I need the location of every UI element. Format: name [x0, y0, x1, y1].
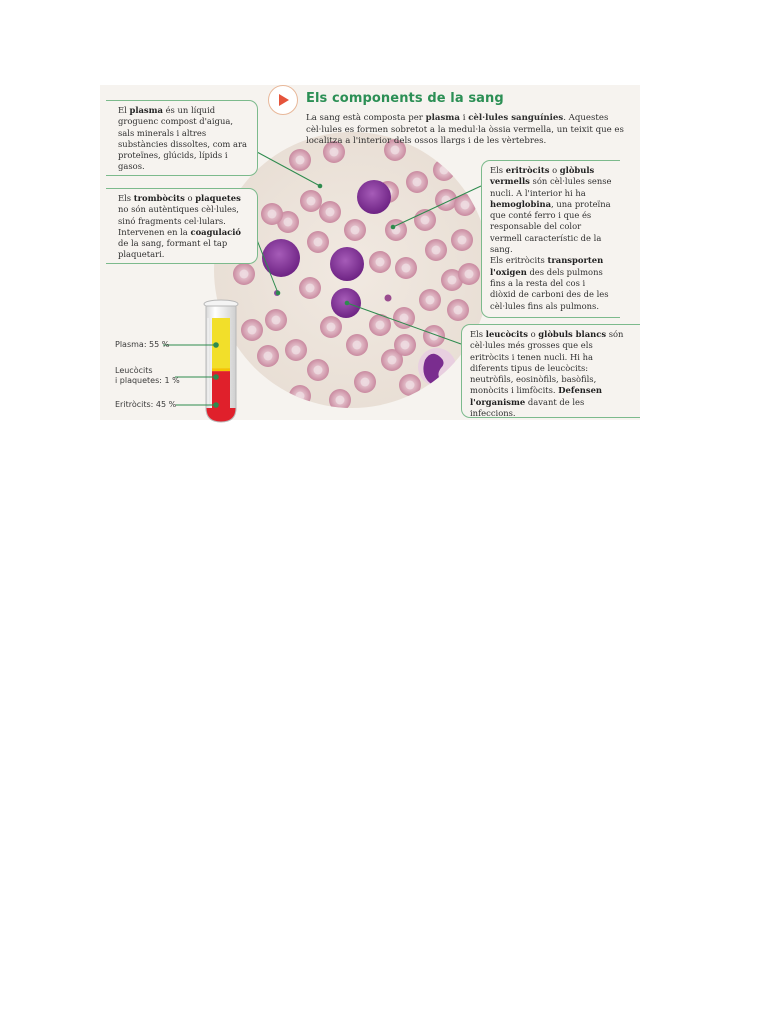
- red-blood-cell: [458, 263, 480, 285]
- red-blood-cell: [393, 307, 415, 329]
- red-blood-cell: [299, 277, 321, 299]
- neutrophil-cell: [418, 348, 456, 386]
- red-blood-cell: [447, 299, 469, 321]
- red-blood-cell: [265, 309, 287, 331]
- red-blood-cell: [320, 316, 342, 338]
- red-blood-cell: [285, 339, 307, 361]
- intro-paragraph: La sang està composta per plasma i cèl·lules sanguínies. Aquestes cèl·lules es formen sobretot a la medul·la òssia vermella, un teixit que es localitza a l'interior dels ossos llargs i de les vèrtebres.: [306, 113, 624, 147]
- red-blood-cell: [423, 325, 445, 347]
- erythrocytes-callout: Els eritròcits o glòbuls vermells són cèl·lules sense nucli. A l'interior hi ha hemoglobina, una proteïna que conté ferro i que és responsable del color vermell característic de la sang. Els eritròcits transporten l'oxigen des dels pulmons fins a la resta del cos i diòxid de carboni des de les cèl·lules fins als pulmons.: [481, 160, 620, 318]
- red-blood-cell: [257, 345, 279, 367]
- red-blood-cell: [344, 219, 366, 241]
- red-blood-cell: [319, 201, 341, 223]
- red-blood-cell: [300, 190, 322, 212]
- red-blood-cell: [425, 239, 447, 261]
- plasma-percent-label: Plasma: 55 %: [115, 340, 170, 349]
- page-title: Els components de la sang: [306, 91, 504, 106]
- leukocytes-callout: Els leucòcits o glòbuls blancs són cèl·lules més grosses que els eritròcits i tenen nucli. Hi ha diferents tipus de leucòcits: neutròfils, eosinòfils, basòfils, monòcits i limfòcits. Defensen l'organisme davant de les infeccions.: [461, 324, 640, 418]
- red-blood-cell: [369, 251, 391, 273]
- play-triangle-icon[interactable]: [268, 85, 298, 115]
- lymphocyte-cell: [357, 180, 391, 214]
- red-blood-cell: [451, 229, 473, 251]
- red-blood-cell: [433, 159, 455, 181]
- red-blood-cell: [399, 374, 421, 396]
- platelet: [385, 295, 392, 302]
- lymphocyte-cell: [262, 239, 300, 277]
- red-blood-cell: [329, 389, 351, 411]
- red-blood-cell: [307, 359, 329, 381]
- red-blood-cell: [395, 257, 417, 279]
- lymphocyte-cell: [330, 247, 364, 281]
- erythrocytes-percent-label: Eritròcits: 45 %: [115, 400, 177, 409]
- buffy-coat-label: Leucòcits i plaquetes: 1 %: [115, 366, 180, 385]
- red-blood-cell: [406, 171, 428, 193]
- red-blood-cell: [241, 319, 263, 341]
- blood-smear-micrograph: [214, 132, 490, 411]
- red-blood-cell: [435, 189, 457, 211]
- test-tube: [204, 300, 238, 422]
- red-blood-cell: [289, 149, 311, 171]
- red-blood-cell: [346, 334, 368, 356]
- red-blood-cell: [354, 371, 376, 393]
- red-blood-cell: [289, 385, 311, 407]
- red-blood-cell: [419, 289, 441, 311]
- red-blood-cell: [307, 231, 329, 253]
- red-blood-cell: [233, 263, 255, 285]
- red-blood-cell: [394, 334, 416, 356]
- plasma-callout: El plasma és un líquid groguenc compost d'aigua, sals minerals i altres substàncies dissoltes, com ara proteïnes, glúcids, lípids i gasos.: [106, 100, 258, 176]
- red-blood-cell: [261, 203, 283, 225]
- platelets-callout: Els trombòcits o plaquetes no són autèntiques cèl·lules, sinó fragments cel·lulars. Intervenen en la coagulació de la sang, formant el tap plaquetari.: [106, 188, 258, 264]
